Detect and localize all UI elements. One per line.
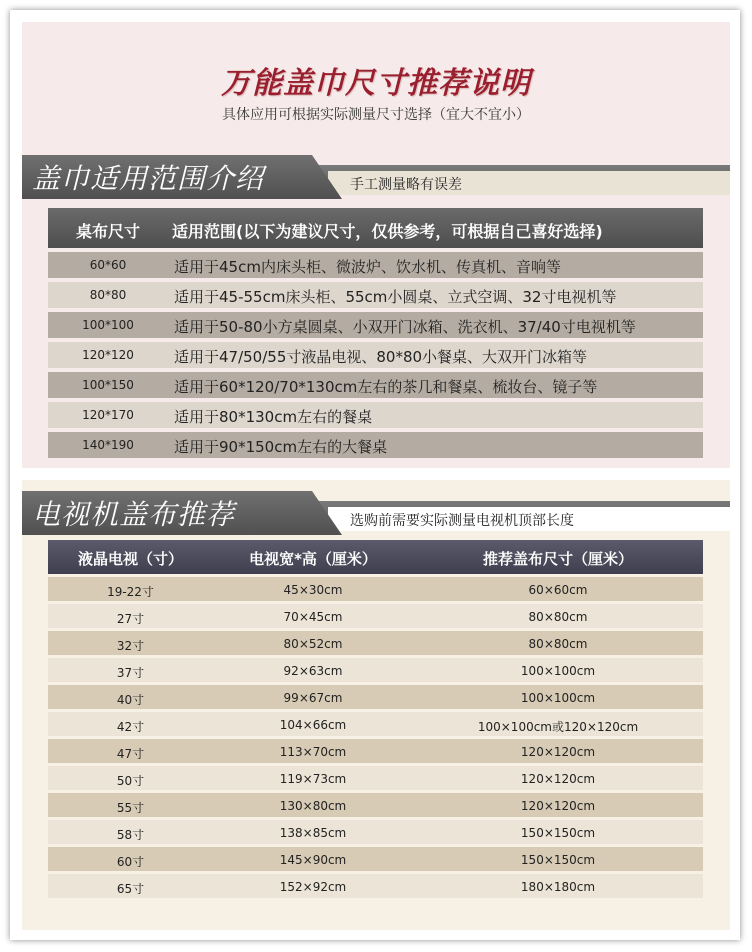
- tv-table-header: [48, 540, 703, 574]
- cell-size: 80*80: [89, 288, 127, 302]
- cell-cover: 80×80cm: [528, 610, 588, 624]
- cell-dims: 92×63cm: [283, 664, 343, 678]
- cell-cover: 80×80cm: [528, 637, 588, 651]
- table-row: [48, 372, 703, 398]
- cell-size: 120*170: [82, 408, 134, 422]
- cell-cover: 150×150cm: [520, 826, 596, 840]
- cell-cover: 120×120cm: [520, 772, 596, 786]
- cell-size: 140*190: [82, 438, 134, 452]
- cell-dims: 152×92cm: [279, 880, 347, 894]
- cell-cover: 60×60cm: [528, 583, 588, 597]
- header-tv: 液晶电视（寸）: [77, 550, 183, 568]
- cell-cover: 120×120cm: [520, 799, 596, 813]
- section1-heading: 盖巾适用范围介绍: [32, 162, 265, 195]
- table-row: [48, 402, 703, 428]
- cell-desc: 适用于80*130cm左右的餐桌: [174, 408, 373, 426]
- cell-desc: 适用于90*150cm左右的大餐桌: [174, 438, 388, 456]
- section1-note: 手工测量略有误差: [350, 177, 462, 193]
- section2-banner: [22, 491, 730, 535]
- cell-tv: 42寸: [116, 720, 145, 734]
- cell-dims: 104×66cm: [279, 718, 347, 732]
- table-row: [48, 793, 703, 817]
- header-size: 桌布尺寸: [75, 222, 140, 241]
- header-dims: 电视宽*高（厘米）: [249, 550, 377, 568]
- cell-dims: 80×52cm: [283, 637, 343, 651]
- section1-banner: [22, 155, 730, 199]
- table-row: [48, 874, 703, 898]
- cell-tv: 65寸: [116, 882, 145, 896]
- cell-dims: 99×67cm: [283, 691, 343, 705]
- cell-dims: 130×80cm: [279, 799, 347, 813]
- cell-desc: 适用于45cm内床头柜、微波炉、饮水机、传真机、音响等: [174, 258, 561, 276]
- cell-dims: 119×73cm: [279, 772, 347, 786]
- cell-dims: 113×70cm: [279, 745, 347, 759]
- scope-table-header: [48, 208, 703, 248]
- table-row: [48, 658, 703, 682]
- table-row: [48, 712, 703, 736]
- page-subtitle: 具体应用可根据实际测量尺寸选择（宜大不宜小）: [222, 107, 530, 123]
- cell-tv: 19-22寸: [107, 585, 154, 599]
- cell-tv: 32寸: [116, 639, 145, 653]
- table-row: [48, 252, 703, 278]
- table-row: [48, 739, 703, 763]
- cell-cover: 100×100cm: [520, 691, 596, 705]
- cell-tv: 27寸: [116, 612, 145, 626]
- cell-tv: 55寸: [116, 801, 145, 815]
- table-row: [48, 577, 703, 601]
- cell-size: 60*60: [89, 258, 127, 272]
- cell-cover: 180×180cm: [520, 880, 596, 894]
- cell-desc: 适用于50-80小方桌圆桌、小双开门冰箱、洗衣机、37/40寸电视机等: [174, 318, 636, 336]
- cell-cover: 150×150cm: [520, 853, 596, 867]
- table-row: [48, 685, 703, 709]
- table-row: [48, 282, 703, 308]
- header-cover: 推荐盖布尺寸（厘米）: [482, 550, 633, 568]
- table-row: [48, 766, 703, 790]
- table-row: [48, 631, 703, 655]
- cell-desc: 适用于60*120/70*130cm左右的茶几和餐桌、梳妆台、镜子等: [174, 378, 598, 396]
- table-row: [48, 432, 703, 458]
- cell-tv: 47寸: [116, 747, 145, 761]
- cell-tv: 37寸: [116, 666, 145, 680]
- table-row: [48, 847, 703, 871]
- cell-size: 100*100: [82, 318, 134, 332]
- cell-desc: 适用于47/50/55寸液晶电视、80*80小餐桌、大双开门冰箱等: [174, 348, 588, 366]
- cell-dims: 138×85cm: [279, 826, 347, 840]
- cell-dims: 145×90cm: [279, 853, 347, 867]
- page-title: 万能盖巾尺寸推荐说明: [221, 66, 531, 101]
- table-row: [48, 820, 703, 844]
- cell-tv: 40寸: [116, 693, 145, 707]
- cell-size: 120*120: [82, 348, 134, 362]
- cell-cover: 100×100cm: [520, 664, 596, 678]
- cell-dims: 70×45cm: [283, 610, 343, 624]
- cell-dims: 45×30cm: [283, 583, 343, 597]
- cell-tv: 60寸: [116, 855, 145, 869]
- cell-tv: 58寸: [116, 828, 145, 842]
- table-row: [48, 342, 703, 368]
- cell-cover: 120×120cm: [520, 745, 596, 759]
- header-scope: 适用范围(以下为建议尺寸，仅供参考，可根据自己喜好选择): [172, 222, 603, 241]
- cell-size: 100*150: [82, 378, 134, 392]
- table-row: [48, 604, 703, 628]
- table-row: [48, 312, 703, 338]
- cell-desc: 适用于45-55cm床头柜、55cm小圆桌、立式空调、32寸电视机等: [174, 288, 617, 306]
- section2-heading: 电视机盖布推荐: [32, 498, 236, 531]
- section2-note: 选购前需要实际测量电视机顶部长度: [350, 513, 574, 529]
- cell-cover: 100×100cm或120×120cm: [477, 720, 639, 734]
- cell-tv: 50寸: [116, 774, 145, 788]
